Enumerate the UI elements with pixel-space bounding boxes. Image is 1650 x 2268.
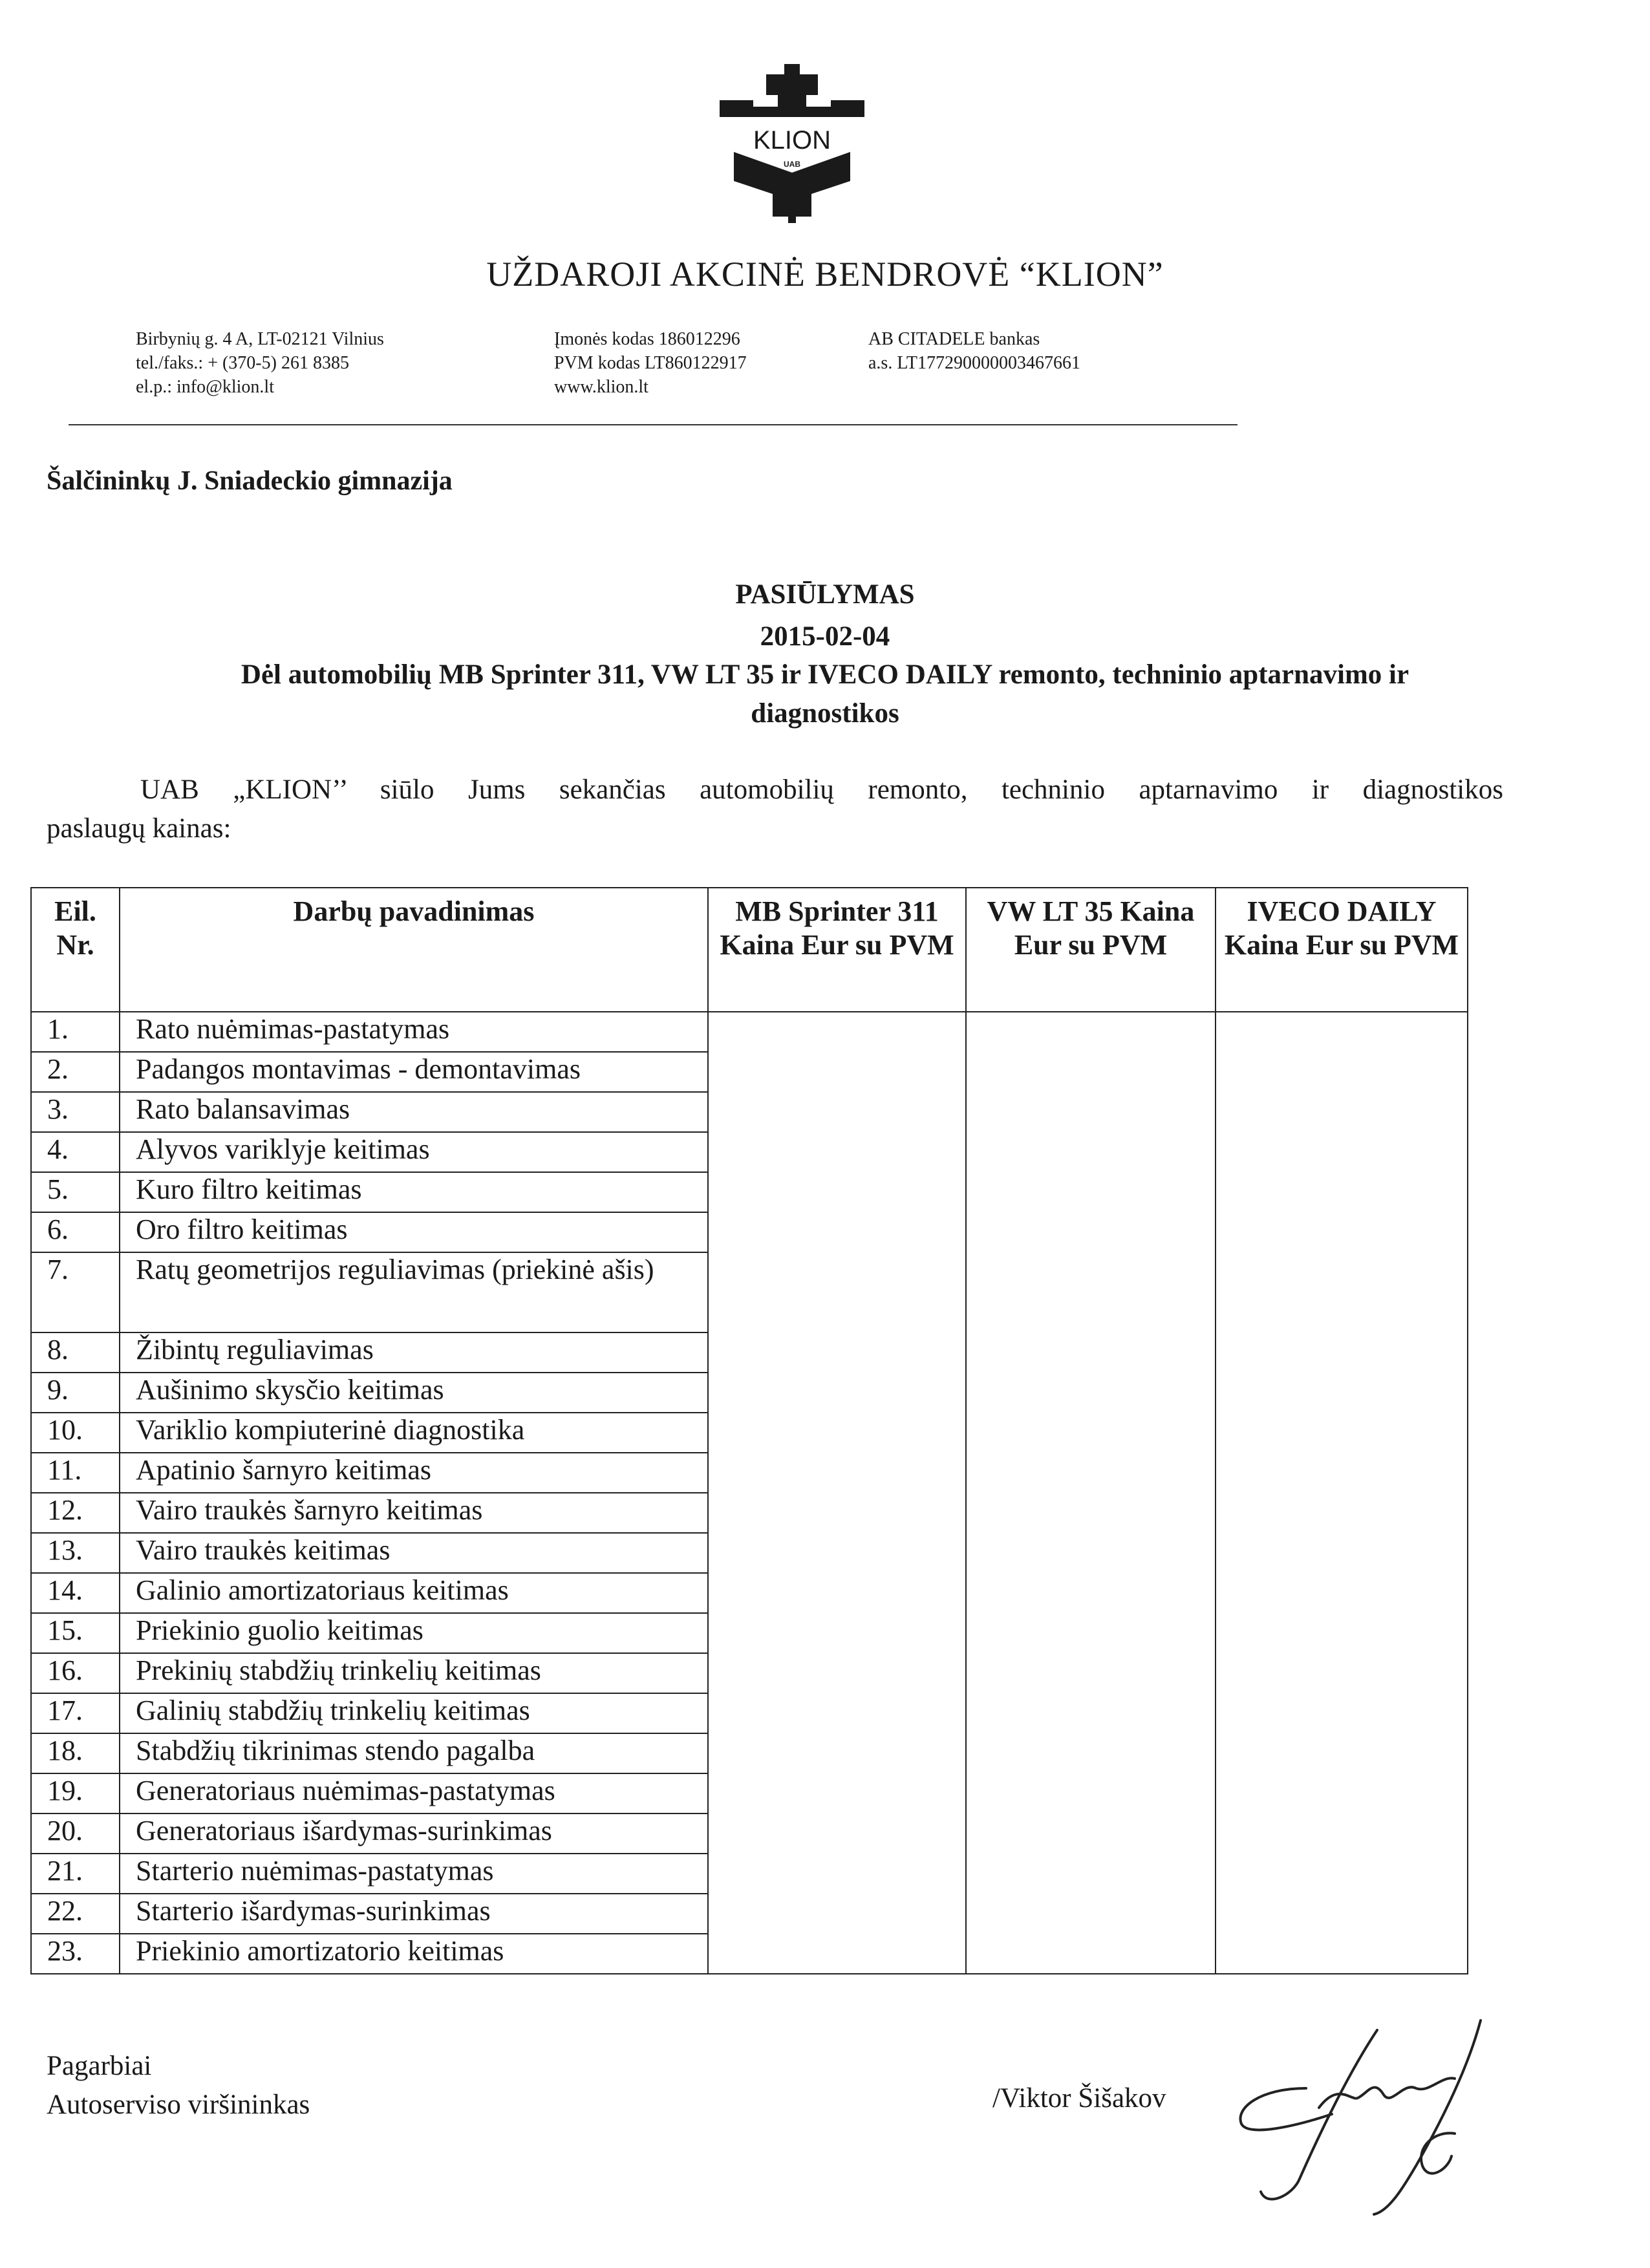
table-row: [31, 1252, 1468, 1332]
service-name: Apatinio šarnyro keitimas: [120, 1453, 708, 1493]
row-number: 21.: [31, 1854, 120, 1894]
price-iveco-daily: [1216, 1212, 1468, 1252]
price-mb-sprinter: [708, 1773, 966, 1813]
phone: tel./faks.: + (370-5) 261 8385: [136, 353, 349, 373]
price-vw-lt35: [966, 1894, 1216, 1934]
row-number: 11.: [31, 1453, 120, 1493]
row-number: 14.: [31, 1573, 120, 1613]
contact-address-block: [136, 327, 384, 399]
service-name: Stabdžių tikrinimas stendo pagalba: [120, 1733, 708, 1773]
table-row: [31, 1653, 1468, 1693]
price-vw-lt35: [966, 1854, 1216, 1894]
price-mb-sprinter: [708, 1132, 966, 1172]
price-vw-lt35: [966, 1934, 1216, 1974]
price-vw-lt35: [966, 1773, 1216, 1813]
header-divider: [69, 424, 1238, 425]
closing-greeting: Pagarbiai: [47, 2051, 152, 2081]
price-vw-lt35: [966, 1693, 1216, 1733]
table-header-row: [31, 888, 1468, 1012]
bank-name: AB CITADELE bankas: [868, 329, 1040, 349]
row-number: 23.: [31, 1934, 120, 1974]
row-number: 10.: [31, 1413, 120, 1453]
price-mb-sprinter: [708, 1052, 966, 1092]
row-number: 12.: [31, 1493, 120, 1533]
price-mb-sprinter: [708, 1813, 966, 1854]
price-iveco-daily: [1216, 1092, 1468, 1132]
row-number: 5.: [31, 1172, 120, 1212]
document-subject: Dėl automobilių MB Sprinter 311, VW LT 35 ir IVECO DAILY remonto, techninio aptarnavimo ir: [241, 659, 1409, 690]
document-date: 2015-02-04: [760, 621, 890, 652]
row-number: 1.: [31, 1012, 120, 1052]
row-number: 8.: [31, 1332, 120, 1373]
table-row: [31, 1172, 1468, 1212]
header-iveco-daily: IVECO DAILY Kaina Eur su PVM: [1216, 888, 1468, 1012]
price-mb-sprinter: [708, 1172, 966, 1212]
service-name: Padangos montavimas - demontavimas: [120, 1052, 708, 1092]
service-name: Priekinio guolio keitimas: [120, 1613, 708, 1653]
price-iveco-daily: [1216, 1132, 1468, 1172]
table-row: [31, 1613, 1468, 1653]
header-name: Darbų pavadinimas: [120, 888, 708, 1012]
price-mb-sprinter: [708, 1533, 966, 1573]
price-table: [30, 887, 1468, 1974]
price-iveco-daily: [1216, 1373, 1468, 1413]
service-name: Žibintų reguliavimas: [120, 1332, 708, 1373]
website: www.klion.lt: [554, 377, 648, 397]
price-vw-lt35: [966, 1613, 1216, 1653]
price-mb-sprinter: [708, 1693, 966, 1733]
handwritten-signature: [1222, 2017, 1519, 2224]
price-vw-lt35: [966, 1413, 1216, 1453]
price-vw-lt35: [966, 1653, 1216, 1693]
price-vw-lt35: [966, 1453, 1216, 1493]
company-name: UŽDAROJI AKCINĖ BENDROVĖ “KLION”: [486, 255, 1164, 294]
service-name: Generatoriaus nuėmimas-pastatymas: [120, 1773, 708, 1813]
signer-name: /Viktor Šišakov: [992, 2083, 1166, 2113]
price-vw-lt35: [966, 1092, 1216, 1132]
table-row: [31, 1934, 1468, 1974]
price-vw-lt35: [966, 1493, 1216, 1533]
service-name: Kuro filtro keitimas: [120, 1172, 708, 1212]
price-mb-sprinter: [708, 1012, 966, 1052]
table-row: [31, 1773, 1468, 1813]
svg-text:UAB: UAB: [784, 160, 800, 169]
price-mb-sprinter: [708, 1373, 966, 1413]
price-iveco-daily: [1216, 1733, 1468, 1773]
price-mb-sprinter: [708, 1252, 966, 1332]
price-iveco-daily: [1216, 1052, 1468, 1092]
price-iveco-daily: [1216, 1773, 1468, 1813]
signer-position: Autoserviso viršininkas: [47, 2090, 310, 2120]
row-number: 3.: [31, 1092, 120, 1132]
price-vw-lt35: [966, 1373, 1216, 1413]
price-iveco-daily: [1216, 1693, 1468, 1733]
table-row: [31, 1092, 1468, 1132]
price-vw-lt35: [966, 1052, 1216, 1092]
service-name: Priekinio amortizatorio keitimas: [120, 1934, 708, 1974]
price-iveco-daily: [1216, 1493, 1468, 1533]
price-iveco-daily: [1216, 1413, 1468, 1453]
price-iveco-daily: [1216, 1172, 1468, 1212]
row-number: 9.: [31, 1373, 120, 1413]
price-iveco-daily: [1216, 1012, 1468, 1052]
service-name: Aušinimo skysčio keitimas: [120, 1373, 708, 1413]
table-row: [31, 1493, 1468, 1533]
price-iveco-daily: [1216, 1854, 1468, 1894]
price-iveco-daily: [1216, 1813, 1468, 1854]
bank-account: a.s. LT177290000003467661: [868, 353, 1080, 373]
price-mb-sprinter: [708, 1092, 966, 1132]
svg-text:KLION: KLION: [753, 126, 831, 155]
price-iveco-daily: [1216, 1613, 1468, 1653]
table-row: [31, 1212, 1468, 1252]
row-number: 6.: [31, 1212, 120, 1252]
header-mb-sprinter: MB Sprinter 311 Kaina Eur su PVM: [708, 888, 966, 1012]
intro-text-continued: paslaugų kainas:: [47, 813, 231, 844]
table-row: [31, 1453, 1468, 1493]
service-name: Ratų geometrijos reguliavimas (priekinė ašis): [120, 1252, 708, 1332]
table-row: [31, 1573, 1468, 1613]
table-row: [31, 1332, 1468, 1373]
service-name: Alyvos variklyje keitimas: [120, 1132, 708, 1172]
row-number: 7.: [31, 1252, 120, 1332]
service-name: Rato nuėmimas-pastatymas: [120, 1012, 708, 1052]
price-mb-sprinter: [708, 1453, 966, 1493]
table-row: [31, 1533, 1468, 1573]
service-name: Prekinių stabdžių trinkelių keitimas: [120, 1653, 708, 1693]
price-iveco-daily: [1216, 1453, 1468, 1493]
price-mb-sprinter: [708, 1212, 966, 1252]
table-row: [31, 1413, 1468, 1453]
row-number: 22.: [31, 1894, 120, 1934]
price-mb-sprinter: [708, 1733, 966, 1773]
company-code: Įmonės kodas 186012296: [554, 329, 740, 349]
service-name: Starterio išardymas-surinkimas: [120, 1894, 708, 1934]
price-iveco-daily: [1216, 1573, 1468, 1613]
row-number: 18.: [31, 1733, 120, 1773]
vat-code: PVM kodas LT860122917: [554, 353, 747, 373]
table-row: [31, 1132, 1468, 1172]
service-name: Vairo traukės keitimas: [120, 1533, 708, 1573]
service-name: Generatoriaus išardymas-surinkimas: [120, 1813, 708, 1854]
price-mb-sprinter: [708, 1653, 966, 1693]
price-vw-lt35: [966, 1733, 1216, 1773]
email: el.p.: info@klion.lt: [136, 377, 274, 397]
service-name: Oro filtro keitimas: [120, 1212, 708, 1252]
table-row: [31, 1012, 1468, 1052]
price-mb-sprinter: [708, 1934, 966, 1974]
row-number: 16.: [31, 1653, 120, 1693]
price-iveco-daily: [1216, 1533, 1468, 1573]
service-name: Galinio amortizatoriaus keitimas: [120, 1573, 708, 1613]
table-body: [31, 1012, 1468, 1974]
table-row: [31, 1052, 1468, 1092]
service-name: Variklio kompiuterinė diagnostika: [120, 1413, 708, 1453]
row-number: 15.: [31, 1613, 120, 1653]
table-row: [31, 1373, 1468, 1413]
address: Birbynių g. 4 A, LT-02121 Vilnius: [136, 329, 384, 349]
contact-bank-block: [868, 327, 1080, 375]
price-vw-lt35: [966, 1252, 1216, 1332]
row-number: 20.: [31, 1813, 120, 1854]
price-iveco-daily: [1216, 1653, 1468, 1693]
company-logo: [714, 61, 870, 223]
price-mb-sprinter: [708, 1613, 966, 1653]
document-subject-continued: diagnostikos: [751, 698, 899, 729]
price-iveco-daily: [1216, 1894, 1468, 1934]
table-row: [31, 1894, 1468, 1934]
price-vw-lt35: [966, 1212, 1216, 1252]
intro-text: UAB „KLION’’ siūlo Jums sekančias automobilių remonto, techninio aptarnavimo ir diagnostikos: [140, 775, 1503, 805]
row-number: 2.: [31, 1052, 120, 1092]
price-vw-lt35: [966, 1332, 1216, 1373]
price-iveco-daily: [1216, 1252, 1468, 1332]
table-row: [31, 1813, 1468, 1854]
table-row: [31, 1854, 1468, 1894]
header-nr: Eil. Nr.: [31, 888, 120, 1012]
table-row: [31, 1693, 1468, 1733]
service-name: Starterio nuėmimas-pastatymas: [120, 1854, 708, 1894]
price-vw-lt35: [966, 1012, 1216, 1052]
price-mb-sprinter: [708, 1854, 966, 1894]
price-mb-sprinter: [708, 1413, 966, 1453]
row-number: 19.: [31, 1773, 120, 1813]
document-title: PASIŪLYMAS: [735, 579, 915, 610]
price-iveco-daily: [1216, 1934, 1468, 1974]
service-name: Vairo traukės šarnyro keitimas: [120, 1493, 708, 1533]
price-vw-lt35: [966, 1132, 1216, 1172]
service-name: Galinių stabdžių trinkelių keitimas: [120, 1693, 708, 1733]
price-vw-lt35: [966, 1573, 1216, 1613]
price-vw-lt35: [966, 1533, 1216, 1573]
header-vw-lt35: VW LT 35 Kaina Eur su PVM: [966, 888, 1216, 1012]
service-name: Rato balansavimas: [120, 1092, 708, 1132]
recipient: Šalčininkų J. Sniadeckio gimnazija: [47, 466, 453, 496]
price-vw-lt35: [966, 1813, 1216, 1854]
row-number: 13.: [31, 1533, 120, 1573]
price-mb-sprinter: [708, 1894, 966, 1934]
price-mb-sprinter: [708, 1493, 966, 1533]
table-row: [31, 1733, 1468, 1773]
price-mb-sprinter: [708, 1573, 966, 1613]
price-iveco-daily: [1216, 1332, 1468, 1373]
price-mb-sprinter: [708, 1332, 966, 1373]
contact-codes-block: [554, 327, 747, 399]
row-number: 4.: [31, 1132, 120, 1172]
price-vw-lt35: [966, 1172, 1216, 1212]
row-number: 17.: [31, 1693, 120, 1733]
